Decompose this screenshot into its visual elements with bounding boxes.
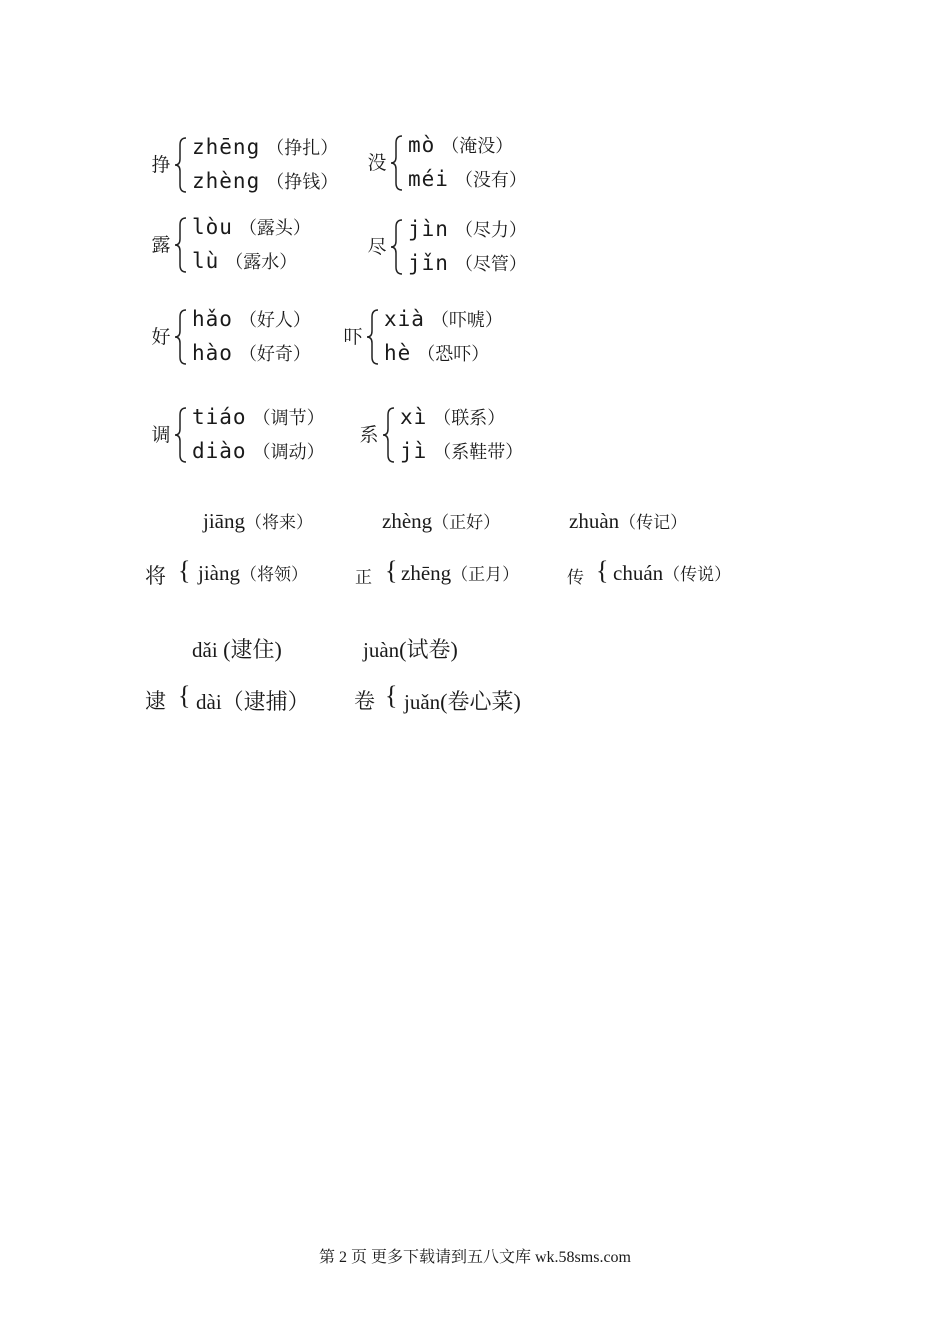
polyphone-char: 系 (359, 424, 379, 446)
pinyin: juǎn (404, 690, 441, 714)
reading-line (408, 130, 527, 164)
reading-bottom (404, 685, 521, 716)
polyphone-char: 好 (151, 326, 171, 348)
pinyin: lòu (192, 215, 233, 239)
reading-bottom (198, 560, 308, 586)
page-footer: 第 2 页 更多下载请到五八文库 wk.58sms.com (318, 1249, 631, 1266)
polyphone-char: 没 (367, 152, 387, 174)
polyphone-char: 调 (151, 424, 171, 446)
example-word: （调动） (252, 442, 325, 463)
brace-icon (174, 406, 188, 464)
pinyin: hè (384, 341, 412, 365)
pinyin: mò (408, 133, 436, 157)
example-word: (试卷) (399, 637, 458, 662)
reading-bottom (196, 685, 310, 716)
example-word: （联系） (433, 408, 506, 429)
example-word: （将领） (240, 565, 308, 584)
example-word: （好人） (238, 310, 311, 331)
polyphone-char: 逮 (145, 689, 166, 713)
reading-line (192, 402, 325, 436)
example-word: (卷心菜) (440, 689, 521, 714)
reading-top (382, 508, 500, 534)
reading-line (192, 304, 311, 338)
pinyin: jì (400, 439, 428, 463)
pinyin: zhèng (382, 509, 433, 533)
example-word: （调节） (252, 408, 325, 429)
pinyin: hǎo (192, 307, 233, 331)
example-word: （将来） (245, 513, 313, 532)
reading-top (203, 508, 313, 534)
example-word: （没有） (454, 170, 527, 191)
pinyin: tiáo (192, 405, 247, 429)
pinyin: xì (400, 405, 428, 429)
pinyin: chuán (613, 561, 664, 585)
reading-top (569, 508, 687, 534)
brace-icon: { (178, 681, 191, 710)
polyphone-char: 将 (145, 564, 166, 588)
brace-icon (390, 134, 404, 192)
brace-icon: { (596, 556, 609, 585)
polyphone-char: 传 (567, 568, 584, 587)
example-word: （挣扎） (266, 138, 339, 159)
reading-line (408, 248, 527, 282)
pinyin: jìn (408, 217, 449, 241)
reading-top (192, 633, 282, 664)
pinyin: juàn (363, 638, 400, 662)
example-word: （传说） (663, 565, 732, 584)
pinyin: zhuàn (569, 509, 620, 533)
pinyin: diào (192, 439, 247, 463)
example-word: （传记） (619, 513, 688, 532)
example-word: （好奇） (238, 344, 311, 365)
polyphone-char: 卷 (354, 689, 375, 713)
reading-line (408, 214, 527, 248)
reading-line (400, 402, 523, 436)
example-word: (逮住) (217, 637, 282, 662)
brace-icon: { (385, 556, 398, 585)
reading-line (192, 246, 311, 280)
pinyin: dǎi (192, 638, 218, 662)
brace-icon (174, 216, 188, 274)
reading-line (192, 338, 311, 372)
pinyin: méi (408, 167, 449, 191)
polyphone-char: 尽 (367, 236, 387, 258)
brace-icon: { (385, 681, 398, 710)
pinyin: jǐn (408, 251, 449, 275)
reading-top (363, 633, 458, 664)
pinyin: dài (196, 690, 222, 714)
polyphone-char: 挣 (151, 154, 171, 176)
brace-icon (390, 218, 404, 276)
polyphone-char: 正 (355, 568, 372, 587)
reading-line (400, 436, 523, 470)
example-word: （淹没） (441, 136, 514, 157)
pinyin: zhēng (192, 135, 261, 159)
pinyin: jiāng (203, 509, 245, 533)
pinyin: lù (192, 249, 220, 273)
reading-line (192, 132, 338, 166)
example-word: （正月） (451, 565, 520, 584)
example-word: （挣钱） (266, 172, 339, 193)
polyphone-char: 吓 (343, 326, 363, 348)
example-word: （正好） (432, 513, 501, 532)
reading-bottom (613, 560, 731, 586)
pinyin: hào (192, 341, 233, 365)
pinyin: zhèng (192, 169, 261, 193)
reading-line (192, 166, 338, 200)
reading-line (384, 338, 503, 372)
reading-line (384, 304, 503, 338)
example-word: （恐吓） (417, 344, 490, 365)
reading-line (192, 212, 311, 246)
example-word: （尽力） (454, 220, 527, 241)
polyphone-char: 露 (151, 234, 171, 256)
reading-line (192, 436, 325, 470)
example-word: （露头） (238, 218, 311, 239)
reading-line (408, 164, 527, 198)
reading-bottom (401, 560, 519, 586)
brace-icon (174, 308, 188, 366)
brace-icon: { (178, 556, 191, 585)
example-word: （露水） (225, 252, 298, 273)
example-word: （吓唬） (430, 310, 503, 331)
pinyin: zhēng (401, 561, 452, 585)
example-word: （逮捕） (221, 689, 310, 714)
brace-icon (366, 308, 380, 366)
brace-icon (382, 406, 396, 464)
example-word: （系鞋带） (433, 442, 524, 463)
brace-icon (174, 136, 188, 194)
example-word: （尽管） (454, 254, 527, 275)
pinyin: jiàng (198, 561, 240, 585)
pinyin: xià (384, 307, 425, 331)
